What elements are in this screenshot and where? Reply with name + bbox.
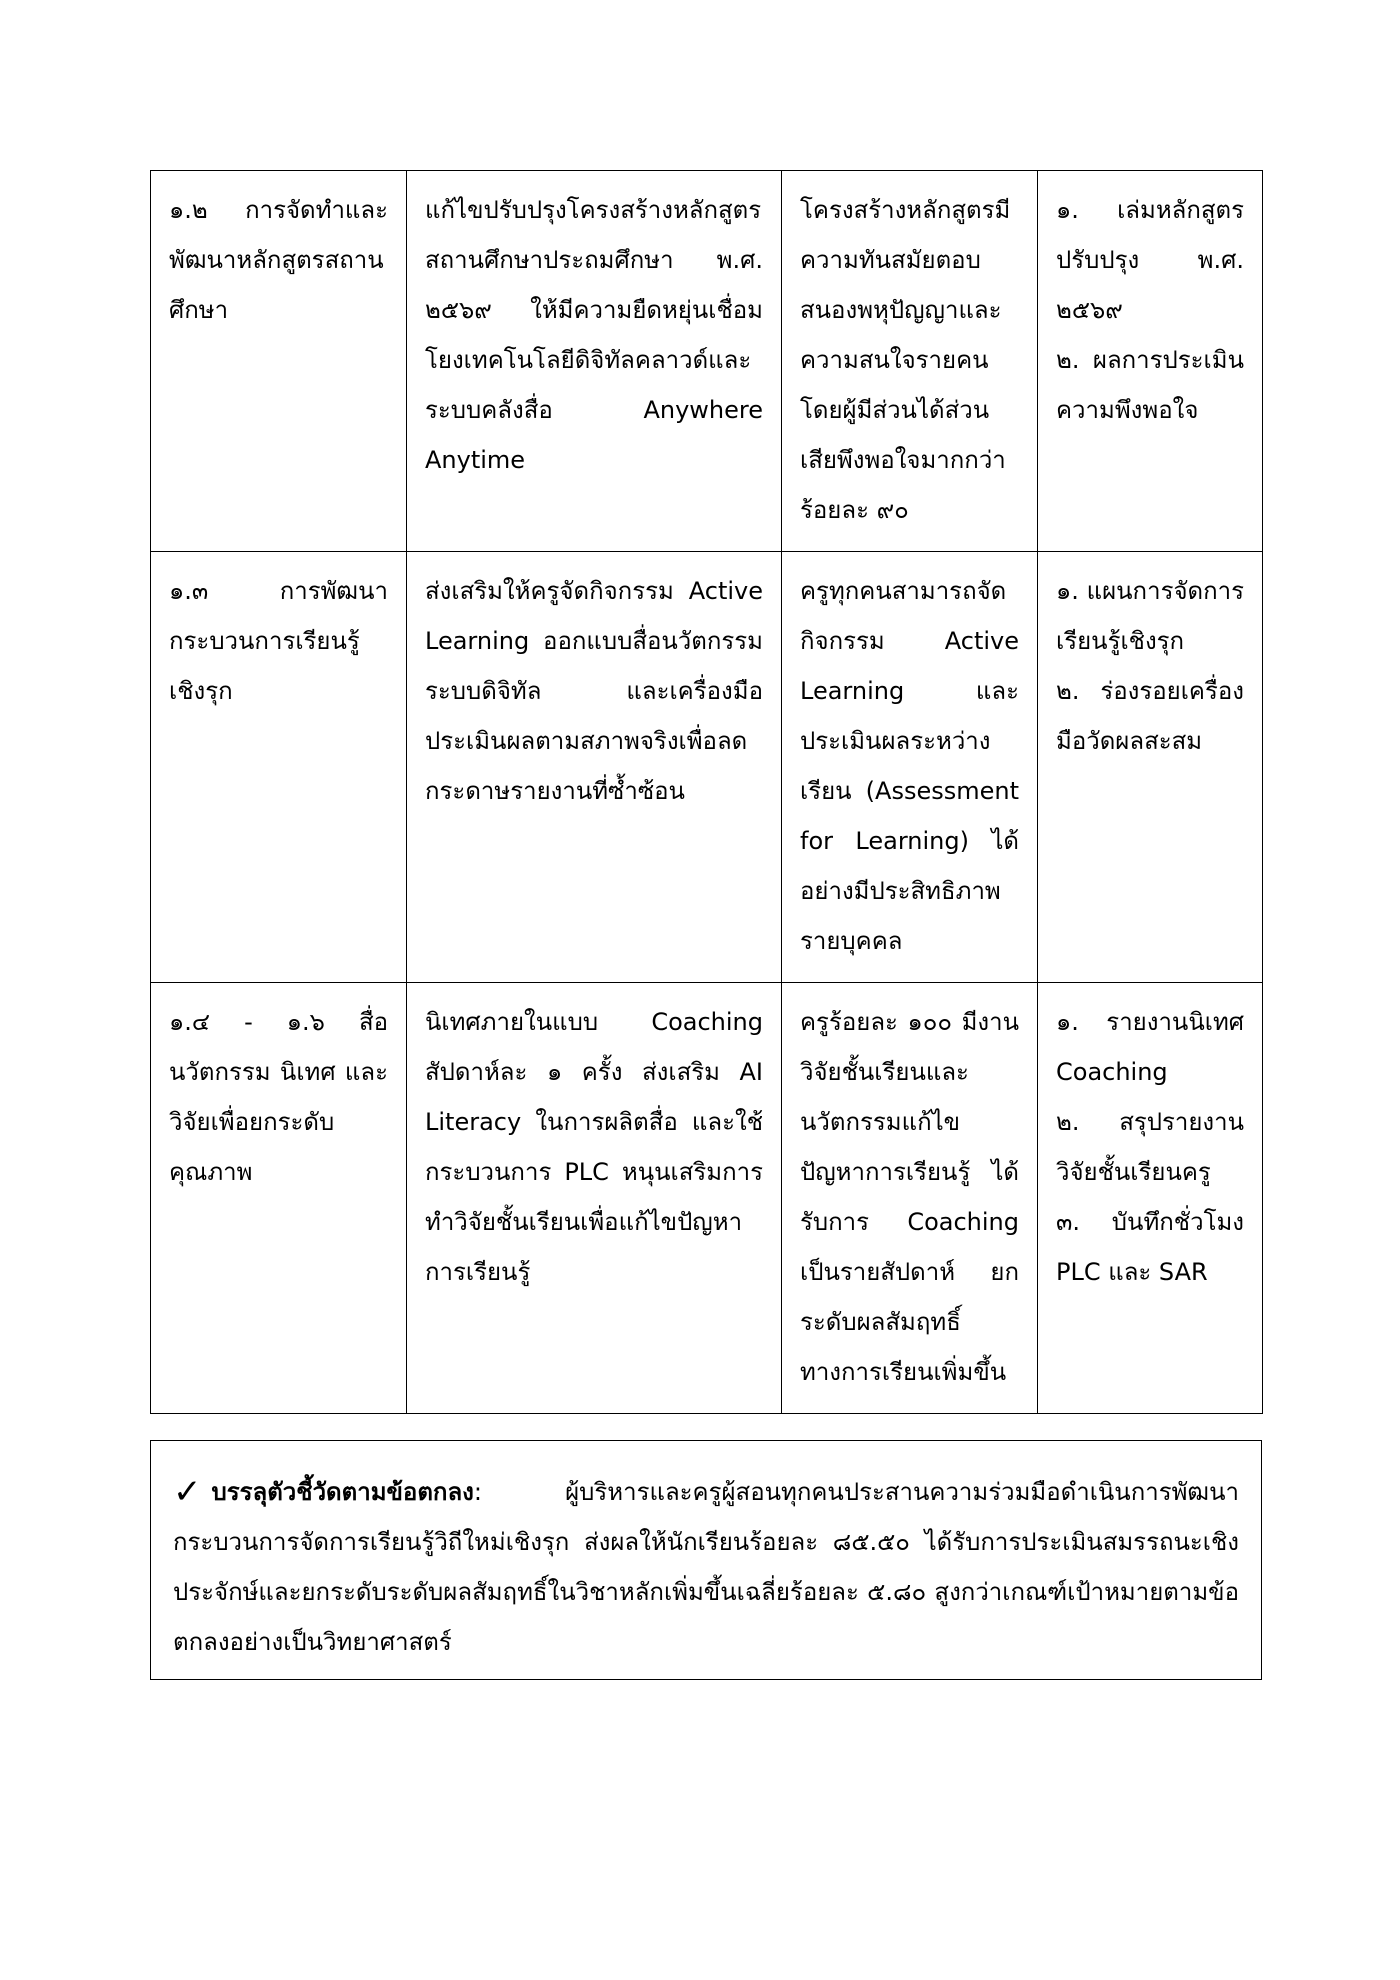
evidence-item: ๒. ผลการประเมินความพึงพอใจ — [1056, 346, 1244, 424]
check-icon: ✓ — [173, 1472, 202, 1512]
performance-table — [150, 170, 1263, 1414]
activity-cell: แก้ไขปรับปรุงโครงสร้างหลักสูตรสถานศึกษาประถมศึกษา พ.ศ. ๒๕๖๙ ให้มีความยืดหยุ่นเชื่อมโยงเทคโนโลยีดิจิทัลคลาวด์และระบบคลังสื่อ Anywhere Anytime — [407, 171, 782, 552]
evidence-item: ๑. เล่มหลักสูตรปรับปรุง พ.ศ. ๒๕๖๙ — [1056, 196, 1244, 324]
evidence-cell — [1038, 552, 1263, 983]
topic-cell: ๑.๒ การจัดทำและพัฒนาหลักสูตรสถานศึกษา — [151, 171, 407, 552]
goal-cell: ครูทุกคนสามารถจัดกิจกรรม Active Learning และประเมินผลระหว่างเรียน (Assessment for Learning) ได้อย่างมีประสิทธิภาพรายบุคคล — [782, 552, 1038, 983]
evidence-item: ๑. รายงานนิเทศ Coaching — [1056, 1008, 1244, 1086]
table-row — [151, 983, 1263, 1414]
evidence-item: ๓. บันทึกชั่วโมง PLC และ SAR — [1056, 1208, 1244, 1286]
evidence-cell — [1038, 983, 1263, 1414]
evidence-item: ๒. สรุปรายงานวิจัยชั้นเรียนครู — [1056, 1108, 1244, 1186]
evidence-item: ๒. ร่องรอยเครื่องมือวัดผลสะสม — [1056, 677, 1244, 755]
goal-cell: ครูร้อยละ ๑๐๐ มีงานวิจัยชั้นเรียนและนวัตกรรมแก้ไขปัญหาการเรียนรู้ ได้รับการ Coaching เป็นรายสัปดาห์ ยกระดับผลสัมฤทธิ์ทางการเรียนเพิ่มขึ้น — [782, 983, 1038, 1414]
evidence-item: ๑. แผนการจัดการเรียนรู้เชิงรุก — [1056, 577, 1244, 655]
topic-cell: ๑.๓ การพัฒนากระบวนการเรียนรู้เชิงรุก — [151, 552, 407, 983]
evidence-cell — [1038, 171, 1263, 552]
table-row — [151, 552, 1263, 983]
summary-text: : ผู้บริหารและครูผู้สอนทุกคนประสานความร่วมมือดำเนินการพัฒนากระบวนการจัดการเรียนรู้วิถีใหม่เชิงรุก ส่งผลให้นักเรียนร้อยละ ๘๕.๕๐ ได้รับการประเมินสมรรถนะเชิงประจักษ์และยกระดับระดับผลสัมฤทธิ์ในวิชาหลักเพิ่มขึ้นเฉลี่ยร้อยละ ๕.๘๐ สูงกว่าเกณฑ์เป้าหมายตามข้อตกลงอย่างเป็นวิทยาศาสตร์ — [173, 1478, 1239, 1656]
topic-cell: ๑.๔ - ๑.๖ สื่อ นวัตกรรม นิเทศ และวิจัยเพื่อยกระดับคุณภาพ — [151, 983, 407, 1414]
activity-cell: ส่งเสริมให้ครูจัดกิจกรรม Active Learning ออกแบบสื่อนวัตกรรมระบบดิจิทัล และเครื่องมือประเมินผลตามสภาพจริงเพื่อลดกระดาษรายงานที่ซ้ำซ้อน — [407, 552, 782, 983]
table-row — [151, 171, 1263, 552]
activity-cell: นิเทศภายในแบบ Coaching สัปดาห์ละ ๑ ครั้ง ส่งเสริม AI Literacy ในการผลิตสื่อ และใช้กระบวนการ PLC หนุนเสริมการทำวิจัยชั้นเรียนเพื่อแก้ไขปัญหาการเรียนรู้ — [407, 983, 782, 1414]
summary-box — [150, 1440, 1262, 1680]
goal-cell: โครงสร้างหลักสูตรมีความทันสมัยตอบสนองพหุปัญญาและความสนใจรายคนโดยผู้มีส่วนได้ส่วนเสียพึงพอใจมากกว่าร้อยละ ๙๐ — [782, 171, 1038, 552]
summary-label: บรรลุตัวชี้วัดตามข้อตกลง — [211, 1478, 474, 1506]
